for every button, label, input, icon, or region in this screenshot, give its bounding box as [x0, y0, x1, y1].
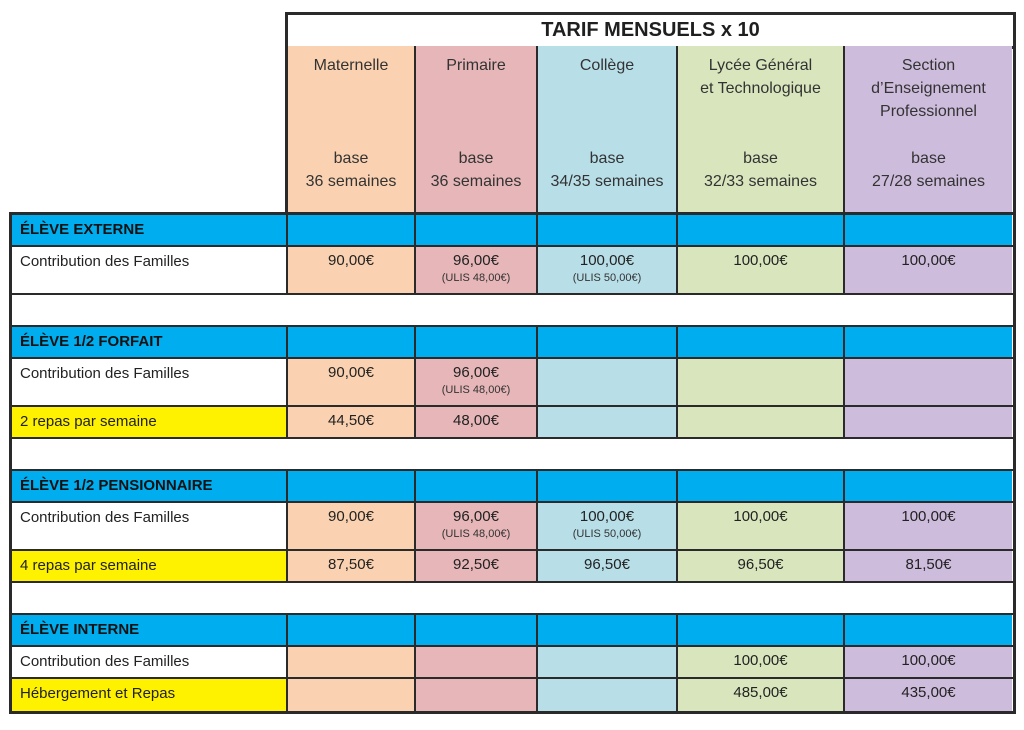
price-cell: [288, 247, 416, 293]
section-header-cell: [538, 615, 678, 645]
price-value: 100,00€: [733, 508, 788, 525]
table-title: TARIF MENSUELS x 10: [285, 12, 1016, 49]
price-value: 435,00€: [901, 684, 956, 701]
column-base: base 36 semaines: [430, 150, 522, 190]
price-cell: [416, 503, 538, 549]
price-cell: [678, 359, 845, 405]
table-row: [12, 407, 1013, 439]
price-value: 100,00€: [733, 252, 788, 269]
row-label: [12, 647, 288, 677]
price-value: 96,00€: [453, 364, 499, 381]
section-header-cell: [416, 471, 538, 501]
price-cell: [288, 407, 416, 437]
price-cell: [416, 679, 538, 711]
price-cell: [288, 359, 416, 405]
row-label-text: Hébergement et Repas: [20, 685, 176, 702]
price-value: 92,50€: [453, 556, 499, 573]
row-label-text: Contribution des Familles: [20, 253, 190, 270]
row-label-text: Contribution des Familles: [20, 653, 190, 670]
row-label: [12, 359, 288, 405]
section-header-cell: [416, 327, 538, 357]
column-base: base 36 semaines: [305, 150, 397, 190]
spacer-row: [12, 439, 1013, 471]
column-name: Lycée Général et Technologique: [700, 57, 821, 97]
section-header-cell: [288, 615, 416, 645]
row-label-text: Contribution des Familles: [20, 509, 190, 526]
price-value: 96,50€: [737, 556, 784, 573]
column-name: Maternelle: [313, 57, 389, 74]
row-label-text: Contribution des Familles: [20, 365, 190, 382]
column-headers: [285, 46, 1016, 214]
price-cell: [538, 679, 678, 711]
section-title-text: ÉLÈVE EXTERNE: [20, 221, 145, 238]
price-value: 100,00€: [579, 508, 635, 525]
spacer-row: [12, 583, 1013, 615]
section-title-text: ÉLÈVE 1/2 FORFAIT: [20, 333, 163, 350]
price-cell: [288, 503, 416, 549]
price-cell: [845, 359, 1012, 405]
price-cell: [678, 247, 845, 293]
section-header-cell: [416, 615, 538, 645]
price-value: 100,00€: [901, 508, 956, 525]
section-title-text: ÉLÈVE INTERNE: [20, 621, 140, 638]
section-header-cell: [845, 471, 1012, 501]
column-header: [845, 46, 1012, 214]
price-cell: [845, 407, 1012, 437]
table-row: [12, 503, 1013, 551]
table-row: [12, 679, 1013, 711]
section-header-row: [12, 327, 1013, 359]
price-value: 90,00€: [328, 364, 374, 381]
price-cell: [288, 647, 416, 677]
column-name: Collège: [579, 57, 635, 74]
price-value: 100,00€: [579, 252, 635, 269]
price-note: (ULIS 50,00€): [572, 272, 642, 284]
price-cell: [538, 407, 678, 437]
column-name: Primaire: [446, 57, 506, 74]
section-header-cell: [845, 615, 1012, 645]
section-title: [12, 327, 288, 357]
price-value: 100,00€: [901, 652, 956, 669]
section-header-row: [12, 215, 1013, 247]
table-row: [12, 247, 1013, 295]
section-header-cell: [678, 327, 845, 357]
section-title: [12, 615, 288, 645]
row-label: [12, 551, 288, 581]
price-cell: [416, 359, 538, 405]
section-header-cell: [538, 215, 678, 245]
price-cell: [538, 359, 678, 405]
price-cell: [678, 679, 845, 711]
price-value: 44,50€: [328, 412, 374, 429]
price-note: (ULIS 48,00€): [441, 272, 511, 284]
section-header-cell: [678, 471, 845, 501]
price-cell: [845, 551, 1012, 581]
column-base: base 34/35 semaines: [550, 150, 664, 190]
price-cell: [538, 503, 678, 549]
section-title: [12, 215, 288, 245]
section-title-text: ÉLÈVE 1/2 PENSIONNAIRE: [20, 477, 213, 494]
price-value: 81,50€: [905, 556, 952, 573]
price-cell: [678, 551, 845, 581]
price-value: 96,00€: [453, 508, 499, 525]
section-header-cell: [288, 215, 416, 245]
price-value: 485,00€: [733, 684, 788, 701]
table-row: [12, 551, 1013, 583]
price-value: 96,50€: [584, 556, 630, 573]
price-value: 90,00€: [328, 508, 374, 525]
column-header: [678, 46, 845, 214]
section-header-cell: [288, 471, 416, 501]
section-header-cell: [845, 215, 1012, 245]
price-cell: [416, 647, 538, 677]
price-cell: [538, 247, 678, 293]
price-value: 100,00€: [901, 252, 956, 269]
column-header: [538, 46, 678, 214]
section-header-row: [12, 471, 1013, 503]
price-cell: [678, 647, 845, 677]
row-label: [12, 247, 288, 293]
row-label: [12, 503, 288, 549]
price-cell: [845, 247, 1012, 293]
section-title: [12, 471, 288, 501]
price-cell: [845, 647, 1012, 677]
row-label: [12, 407, 288, 437]
row-label-text: 4 repas par semaine: [20, 557, 157, 574]
price-value: 48,00€: [453, 412, 499, 429]
price-cell: [288, 551, 416, 581]
column-header: [288, 46, 416, 214]
price-cell: [416, 247, 538, 293]
price-value: 90,00€: [328, 252, 374, 269]
section-header-cell: [538, 471, 678, 501]
price-cell: [678, 407, 845, 437]
price-cell: [845, 679, 1012, 711]
section-header-cell: [678, 615, 845, 645]
price-cell: [538, 551, 678, 581]
price-value: 100,00€: [733, 652, 788, 669]
row-label-text: 2 repas par semaine: [20, 413, 157, 430]
price-cell: [845, 503, 1012, 549]
section-header-cell: [416, 215, 538, 245]
column-base: base 27/28 semaines: [872, 150, 985, 190]
section-header-cell: [678, 215, 845, 245]
section-header-cell: [538, 327, 678, 357]
section-header-cell: [845, 327, 1012, 357]
price-cell: [416, 407, 538, 437]
price-cell: [288, 679, 416, 711]
spacer-row: [12, 295, 1013, 327]
row-label: [12, 679, 288, 711]
price-cell: [538, 647, 678, 677]
section-header-row: [12, 615, 1013, 647]
price-value: 87,50€: [328, 556, 374, 573]
price-cell: [416, 551, 538, 581]
table-row: [12, 647, 1013, 679]
tariff-table: [9, 212, 1016, 714]
price-note: (ULIS 50,00€): [572, 528, 642, 540]
column-header: [416, 46, 538, 214]
column-base: base 32/33 semaines: [704, 150, 817, 190]
table-row: [12, 359, 1013, 407]
column-name: Section d’Enseignement Professionnel: [871, 57, 986, 120]
price-note: (ULIS 48,00€): [441, 384, 511, 396]
price-note: (ULIS 48,00€): [441, 528, 511, 540]
section-header-cell: [288, 327, 416, 357]
price-cell: [678, 503, 845, 549]
price-value: 96,00€: [453, 252, 499, 269]
